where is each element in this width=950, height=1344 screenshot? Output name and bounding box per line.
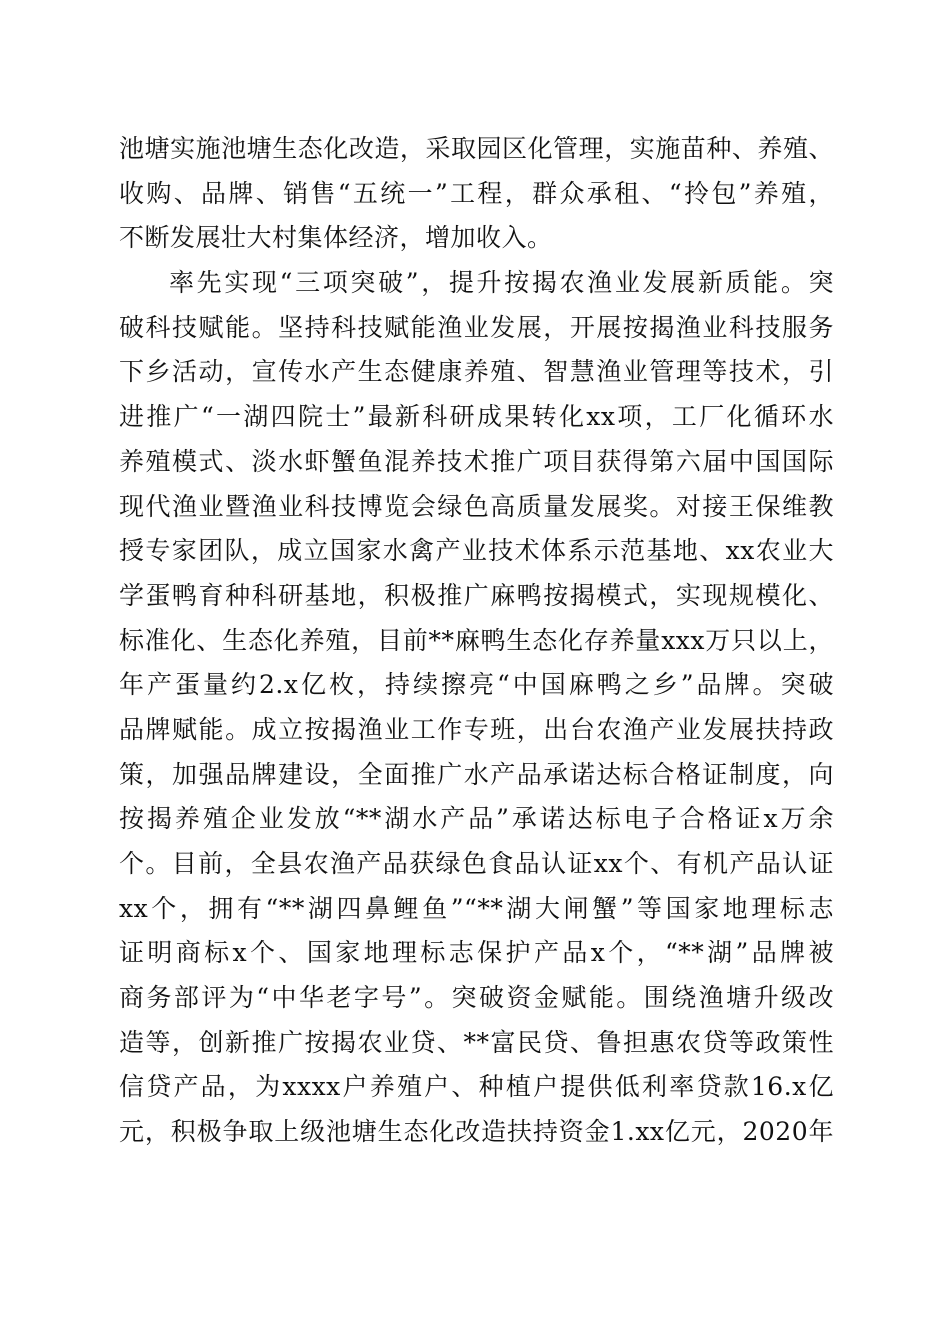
- text-line-9: 现代渔业暨渔业科技博览会绿色高质量发展奖。对接王保维教: [119, 491, 834, 521]
- text-line-20: 商务部评为“中华老字号”。突破资金赋能。围绕渔塘升级改: [119, 983, 834, 1013]
- text-line-2: 收购、品牌、销售“五统一”工程，群众承租、“拎包”养殖，: [119, 178, 834, 208]
- text-line-23: 元，积极争取上级池塘生态化改造扶持资金1.xx亿元，2020年: [119, 1117, 834, 1147]
- text-line-3: 不断发展壮大村集体经济，增加收入。: [119, 223, 553, 253]
- text-line-6: 下乡活动，宣传水产生态健康养殖、智慧渔业管理等技术，引: [119, 357, 834, 387]
- text-line-21: 造等，创新推广按揭农业贷、**富民贷、鲁担惠农贷等政策性: [119, 1027, 834, 1057]
- text-line-13: 年产蛋量约2.x亿枚，持续擦亮“中国麻鸭之乡”品牌。突破: [119, 670, 834, 700]
- text-line-5: 破科技赋能。坚持科技赋能渔业发展，开展按揭渔业科技服务: [119, 312, 834, 342]
- text-line-19: 证明商标x个、国家地理标志保护产品x个，“**湖”品牌被: [119, 938, 834, 968]
- text-line-14: 品牌赋能。成立按揭渔业工作专班，出台农渔产业发展扶持政: [119, 714, 834, 744]
- text-line-12: 标准化、生态化养殖，目前**麻鸭生态化存养量xxx万只以上，: [119, 625, 834, 655]
- text-line-8: 养殖模式、淡水虾蟹鱼混养技术推广项目获得第六届中国国际: [119, 446, 834, 476]
- text-line-7: 进推广“一湖四院士”最新科研成果转化xx项，工厂化循环水: [119, 402, 834, 432]
- text-line-16: 按揭养殖企业发放“**湖水产品”承诺达标电子合格证x万余: [119, 804, 834, 834]
- text-line-22: 信贷产品，为xxxx户养殖户、种植户提供低利率贷款16.x亿: [119, 1072, 834, 1102]
- text-line-17: 个。目前，全县农渔产品获绿色食品认证xx个、有机产品认证: [119, 849, 834, 878]
- text-line-11: 学蛋鸭育种科研基地，积极推广麻鸭按揭模式，实现规模化、: [119, 580, 834, 610]
- body-text: [119, 127, 834, 1155]
- text-line-10: 授专家团队，成立国家水禽产业技术体系示范基地、xx农业大: [119, 536, 834, 566]
- text-line-1: 池塘实施池塘生态化改造，采取园区化管理，实施苗种、养殖、: [119, 134, 834, 163]
- paragraph-start-line: 率先实现“三项突破”，提升按揭农渔业发展新质能。突: [169, 268, 834, 298]
- text-line-18: xx个，拥有“**湖四鼻鲤鱼”“**湖大闸蟹”等国家地理标志: [119, 893, 834, 923]
- text-line-15: 策，加强品牌建设，全面推广水产品承诺达标合格证制度，向: [119, 759, 834, 789]
